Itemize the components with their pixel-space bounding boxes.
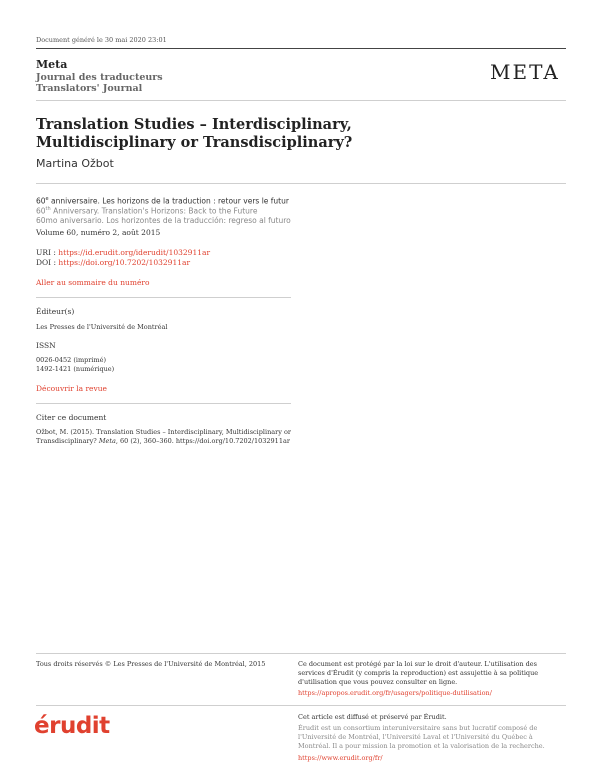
issn-print: 0026-0452 (imprimé)	[36, 356, 107, 364]
article-author: Martina Ožbot	[36, 157, 114, 170]
usage-policy-link[interactable]: https://apropos.erudit.org/fr/usagers/politique-dutilisation/	[298, 689, 492, 697]
erudit-link[interactable]: https://www.erudit.org/fr/	[298, 754, 383, 762]
doi-line: DOI : https://doi.org/10.7202/1032911ar	[36, 258, 191, 267]
rights-statement: Tous droits réservés © Les Presses de l'Université de Montréal, 2015	[36, 660, 266, 668]
journal-name: Meta	[36, 58, 68, 71]
journal-subtitle-en: Translators' Journal	[36, 83, 143, 94]
erudit-description: Érudit est un consortium interuniversitaire sans but lucratif composé de l'Université de Montréal, l'Université Laval et l'Université du Québec à Montréal. Il a pour mission la promotion et la valorisation de la recherche.	[298, 724, 545, 750]
divider	[36, 403, 291, 404]
journal-subtitle-fr: Journal des traducteurs	[36, 72, 163, 83]
issue-title-es: 60mo aniversario. Los horizontes de la traducción: regreso al futuro	[36, 216, 291, 225]
divider	[36, 183, 566, 184]
issn-heading: ISSN	[36, 341, 56, 350]
citation-text: Ožbot, M. (2015). Translation Studies – Interdisciplinary, Multidisciplinary or Transdisciplinary? Meta, 60 (2), 360–360. https://doi.org/10.7202/1032911ar	[36, 428, 292, 445]
erudit-logo: érudit	[34, 713, 110, 739]
issue-title-en: 60th Anniversary. Translation's Horizons: Back to the Future	[36, 206, 258, 216]
meta-logo: META	[490, 60, 560, 84]
issue-volume: Volume 60, numéro 2, août 2015	[36, 228, 161, 237]
footer-divider	[36, 705, 566, 706]
journal-link[interactable]: Découvrir la revue	[36, 384, 107, 393]
article-title: Translation Studies – Interdisciplinary, Multidisciplinary or Transdisciplinary?	[36, 116, 353, 151]
issue-title-fr: 60e anniversaire. Les horizons de la traduction : retour vers le futur	[36, 196, 289, 206]
header-divider	[36, 48, 566, 49]
footer-divider	[36, 653, 566, 654]
issue-toc-link[interactable]: Aller au sommaire du numéro	[36, 278, 150, 287]
doi-link[interactable]: https://doi.org/10.7202/1032911ar	[58, 258, 191, 267]
issn-digital: 1492-1421 (numérique)	[36, 365, 115, 373]
copyright-notice: Ce document est protégé par la loi sur le droit d'auteur. L'utilisation des services d'Érudit (y compris la reproduction) est assujettie à sa politique d'utilisation que vous pouvez consulter en ligne.	[298, 660, 539, 686]
divider	[36, 100, 566, 101]
uri-line: URI : https://id.erudit.org/iderudit/1032911ar	[36, 248, 211, 257]
generation-date: Document généré le 30 mai 2020 23:01	[36, 36, 167, 44]
publisher-heading: Éditeur(s)	[36, 307, 75, 316]
divider	[36, 297, 291, 298]
publisher-value: Les Presses de l'Université de Montréal	[36, 323, 168, 331]
citation-heading: Citer ce document	[36, 413, 107, 422]
erudit-heading: Cet article est diffusé et préservé par Érudit.	[298, 713, 447, 721]
uri-link[interactable]: https://id.erudit.org/iderudit/1032911ar	[58, 248, 211, 257]
